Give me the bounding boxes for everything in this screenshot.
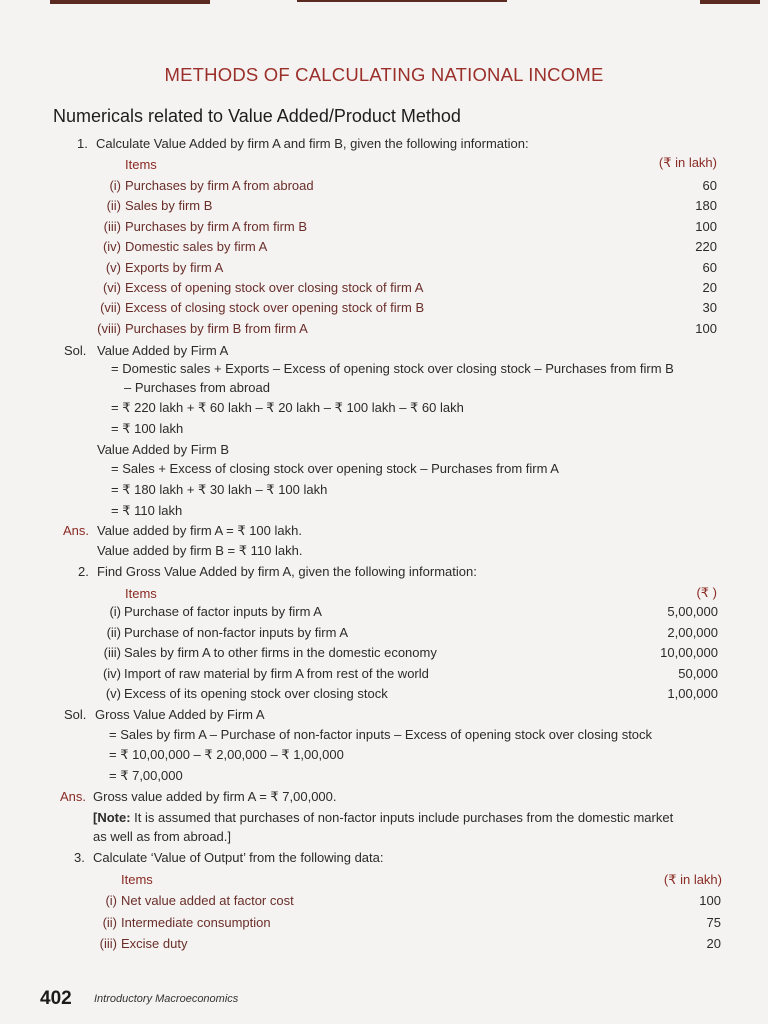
item-roman-numeral: (ii) [106,624,121,640]
ans-label: Ans. [60,789,87,804]
sol-line: = ₹ 7,00,000 [109,768,183,783]
item-description: Purchases by firm A from firm B [125,218,308,234]
item-description: Domestic sales by firm A [125,239,268,255]
item-roman-numeral: (vi) [102,280,121,295]
item-description: Purchases by firm A from abroad [125,178,314,193]
unit-label: (₹ ) [696,585,717,600]
item-value: 20 [706,936,721,951]
sol-line: = ₹ 10,00,000 – ₹ 2,00,000 – ₹ 1,00,000 [109,747,344,762]
note [93,810,673,826]
sol-label: Sol. [64,707,87,722]
unit-label: (₹ in lakh) [663,872,722,887]
item-description: Purchases by firm B from firm A [125,320,308,336]
item-value: 10,00,000 [660,645,718,660]
question-text: Calculate Value Added by firm A and firm B, given the following information: [96,136,529,151]
item-value: 5,00,000 [667,604,718,619]
item-description: Exports by firm A [125,259,224,275]
sol-line: = ₹ 180 lakh + ₹ 30 lakh – ₹ 100 lakh [111,482,328,497]
item-description: Sales by firm A to other firms in the domestic economy [124,645,437,660]
item-description: Net value added at factor cost [121,893,294,908]
item-roman-numeral: (v) [105,259,121,275]
item-value: 180 [695,198,717,214]
item-roman-numeral: (ii) [102,914,117,930]
item-description: Sales by firm B [125,198,213,214]
item-roman-numeral: (viii) [97,320,121,336]
item-value: 60 [702,259,717,275]
page-number: 402 [40,988,72,1009]
item-roman-numeral: (iii) [103,218,121,234]
sol-line: Value Added by Firm A [97,343,229,358]
item-value: 60 [702,178,717,193]
item-description: Import of raw material by firm A from rest of the world [124,665,429,681]
item-value: 20 [702,280,717,295]
sol-line: = Sales + Excess of closing stock over opening stock – Purchases from firm A [111,461,559,476]
sol-line: – Purchases from abroad [124,380,270,395]
ans-label: Ans. [63,523,90,538]
item-roman-numeral: (iii) [103,645,121,660]
item-value: 75 [706,914,721,930]
question-number: 2. [78,564,89,579]
item-roman-numeral: (i) [109,604,121,619]
item-description: Purchase of non-factor inputs by firm A [124,624,348,640]
top-edge-bar [50,0,210,4]
question-text: Calculate ‘Value of Output’ from the following data: [93,850,384,865]
item-roman-numeral: (iv) [102,665,121,681]
items-label: Items [125,586,157,601]
item-value: 1,00,000 [667,686,718,701]
item-description: Purchase of factor inputs by firm A [124,604,322,619]
question-number: 3. [74,850,85,865]
item-description: Excess of opening stock over closing stock of firm A [125,280,424,295]
item-description: Excise duty [121,936,188,951]
sol-line: Value Added by Firm B [97,442,229,457]
item-roman-numeral: (i) [109,178,121,193]
items-label: Items [121,872,153,887]
note-text: It is assumed that purchases of non-factor inputs include purchases from the domestic market [130,810,674,825]
chapter-title: METHODS OF CALCULATING NATIONAL INCOME [164,64,604,85]
item-roman-numeral: (vii) [100,300,121,316]
item-value: 220 [695,239,717,255]
item-description: Excess of closing stock over opening stock of firm B [125,300,425,316]
item-value: 30 [702,300,717,316]
item-value: 100 [695,218,717,234]
note-label: [Note: [93,810,131,825]
book-title: Introductory Macroeconomics [94,993,239,1005]
question-text: Find Gross Value Added by firm A, given the following information: [97,564,477,579]
item-value: 100 [695,320,717,336]
section-heading: Numericals related to Value Added/Product Method [53,106,461,126]
item-roman-numeral: (i) [105,893,117,908]
note-continuation: as well as from abroad.] [93,829,232,844]
item-roman-numeral: (v) [105,686,121,701]
sol-label: Sol. [64,343,87,358]
item-roman-numeral: (ii) [106,198,121,214]
sol-line: = ₹ 220 lakh + ₹ 60 lakh – ₹ 20 lakh – ₹ 100 lakh – ₹ 60 lakh [111,400,464,415]
sol-line: = ₹ 110 lakh [111,503,183,518]
sol-line: = ₹ 100 lakh [111,421,184,436]
items-label: Items [125,157,157,172]
item-roman-numeral: (iii) [99,936,117,951]
question-number: 1. [77,136,88,151]
top-edge-bar [700,0,760,4]
sol-line: = Sales by firm A – Purchase of non-factor inputs – Excess of opening stock over closing stock [109,727,653,742]
unit-label: (₹ in lakh) [658,155,717,170]
ans-line: Value added by firm A = ₹ 100 lakh. [97,523,302,538]
ans-line: Gross value added by firm A = ₹ 7,00,000. [93,789,337,804]
ans-line: Value added by firm B = ₹ 110 lakh. [97,543,303,558]
sol-line: = Domestic sales + Exports – Excess of opening stock over closing stock – Purchases from firm B [111,361,674,376]
item-description: Intermediate consumption [121,914,271,930]
item-roman-numeral: (iv) [102,239,121,255]
item-description: Excess of its opening stock over closing stock [124,686,388,701]
item-value: 100 [699,893,721,908]
item-value: 50,000 [678,665,718,681]
top-edge-bar [297,0,507,2]
item-value: 2,00,000 [667,624,718,640]
sol-line: Gross Value Added by Firm A [95,707,265,722]
